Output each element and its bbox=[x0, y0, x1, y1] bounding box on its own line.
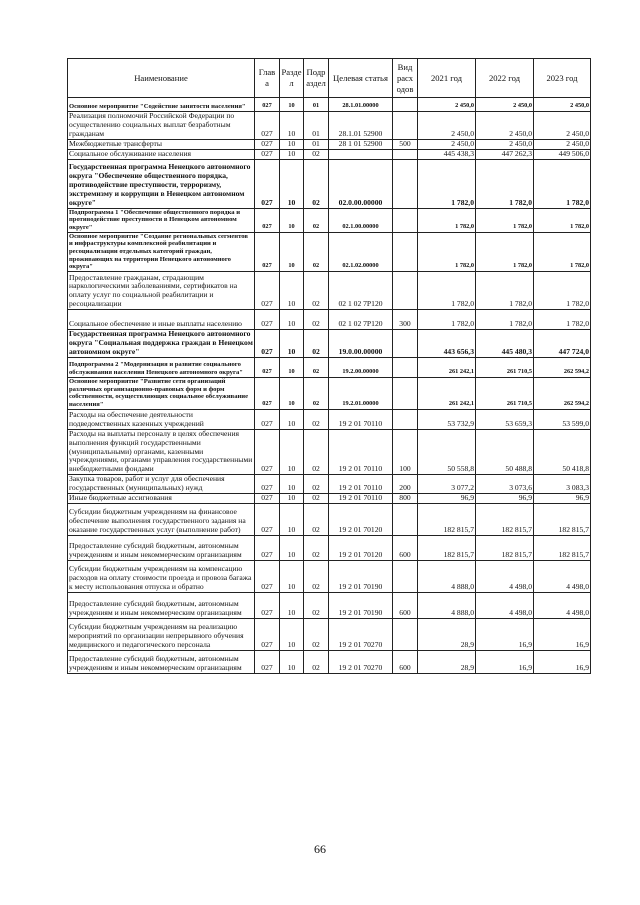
row-value-2023: 182 815,7 bbox=[534, 503, 591, 535]
table-row bbox=[68, 592, 591, 618]
row-section: 10 bbox=[280, 592, 304, 618]
row-target-article: 02.1.02.00000 bbox=[329, 232, 393, 272]
row-section: 10 bbox=[280, 330, 304, 358]
row-value-2021: 2 450,0 bbox=[418, 139, 476, 149]
row-value-2022: 96,9 bbox=[476, 494, 534, 504]
row-name: Социальное обеспечение и иные выплаты населению bbox=[68, 310, 255, 330]
row-value-2021: 182 815,7 bbox=[418, 535, 476, 560]
row-expense-type: 200 bbox=[393, 475, 418, 494]
header-expense-type: Вид расх одов bbox=[393, 59, 418, 98]
row-name: Основное мероприятие "Развитие сети организаций различных организационно-правовых форм и форм собственности, осуществляющих социальное обслуживание населения" bbox=[68, 377, 255, 409]
row-expense-type: 600 bbox=[393, 650, 418, 673]
table-row bbox=[68, 98, 591, 112]
row-chapter: 027 bbox=[255, 409, 280, 429]
row-target-article bbox=[329, 149, 393, 159]
row-subsection: 02 bbox=[304, 310, 329, 330]
row-subsection: 02 bbox=[304, 475, 329, 494]
row-chapter: 027 bbox=[255, 475, 280, 494]
row-name: Предоставление субсидий бюджетным, автономным учреждениям и иным некоммерческим организациям bbox=[68, 650, 255, 673]
row-chapter: 027 bbox=[255, 208, 280, 232]
row-section: 10 bbox=[280, 112, 304, 140]
row-value-2022: 53 659,3 bbox=[476, 409, 534, 429]
row-name: Государственная программа Ненецкого автономного округа "Обеспечение общественного порядка, противодействие преступности, терроризму, экстремизму и коррупции в Ненецком автономном округе" bbox=[68, 159, 255, 208]
row-name: Реализация полномочий Российской Федерации по осуществлению социальных выплат безработным гражданам bbox=[68, 112, 255, 140]
row-chapter: 027 bbox=[255, 232, 280, 272]
row-target-article: 19 2 01 70120 bbox=[329, 535, 393, 560]
row-section: 10 bbox=[280, 494, 304, 504]
row-subsection: 02 bbox=[304, 232, 329, 272]
row-expense-type bbox=[393, 232, 418, 272]
row-target-article: 19 2 01 70120 bbox=[329, 503, 393, 535]
row-expense-type bbox=[393, 377, 418, 409]
row-value-2023: 1 782,0 bbox=[534, 159, 591, 208]
row-value-2022: 182 815,7 bbox=[476, 535, 534, 560]
row-chapter: 027 bbox=[255, 112, 280, 140]
row-value-2021: 50 558,8 bbox=[418, 429, 476, 475]
row-value-2022: 1 782,0 bbox=[476, 159, 534, 208]
row-chapter: 027 bbox=[255, 592, 280, 618]
row-subsection: 02 bbox=[304, 503, 329, 535]
row-section: 10 bbox=[280, 232, 304, 272]
row-target-article: 19 2 01 70110 bbox=[329, 429, 393, 475]
table-row bbox=[68, 208, 591, 232]
row-value-2021: 2 450,0 bbox=[418, 98, 476, 112]
row-value-2021: 4 888,0 bbox=[418, 592, 476, 618]
row-chapter: 027 bbox=[255, 503, 280, 535]
row-expense-type: 300 bbox=[393, 310, 418, 330]
row-value-2023: 262 594,2 bbox=[534, 377, 591, 409]
row-name: Субсидии бюджетным учреждениям на финансовое обеспечение выполнения государственного задания на оказание государственных услуг (выполнение работ) bbox=[68, 503, 255, 535]
row-value-2022: 2 450,0 bbox=[476, 139, 534, 149]
table-row bbox=[68, 377, 591, 409]
row-target-article: 19.2.01.00000 bbox=[329, 377, 393, 409]
row-section: 10 bbox=[280, 409, 304, 429]
header-year-2023: 2023 год bbox=[534, 59, 591, 98]
row-subsection: 02 bbox=[304, 494, 329, 504]
row-expense-type bbox=[393, 272, 418, 310]
row-value-2023: 1 782,0 bbox=[534, 208, 591, 232]
row-name: Подпрограмма 1 "Обеспечение общественного порядка и противодействие преступности в Ненецком автономном округе" bbox=[68, 208, 255, 232]
row-value-2023: 182 815,7 bbox=[534, 535, 591, 560]
row-name: Расходы на выплаты персоналу в целях обеспечения выполнения функций государственными (муниципальными) органами, казенными учреждениями, органами управления государственными внебюджетными фондами bbox=[68, 429, 255, 475]
table-row bbox=[68, 429, 591, 475]
row-target-article: 19.2.00.00000 bbox=[329, 357, 393, 377]
row-expense-type: 800 bbox=[393, 494, 418, 504]
row-value-2022: 445 480,3 bbox=[476, 330, 534, 358]
row-expense-type bbox=[393, 208, 418, 232]
row-value-2023: 449 506,0 bbox=[534, 149, 591, 159]
row-value-2021: 1 782,0 bbox=[418, 159, 476, 208]
row-name: Основное мероприятие "Создание региональных сегментов и инфраструктуры комплексной реабилитации и ресоциализации отдельных категорий граждан, проживающих на территории Ненецкого автономного округа" bbox=[68, 232, 255, 272]
row-value-2022: 1 782,0 bbox=[476, 272, 534, 310]
row-value-2021: 4 888,0 bbox=[418, 560, 476, 592]
row-target-article: 19 2 01 70270 bbox=[329, 618, 393, 650]
row-chapter: 027 bbox=[255, 357, 280, 377]
row-value-2022: 2 450,0 bbox=[476, 98, 534, 112]
row-value-2021: 28,9 bbox=[418, 650, 476, 673]
row-section: 10 bbox=[280, 503, 304, 535]
row-name: Подпрограмма 2 "Модернизация и развитие социального обслуживания населения Ненецкого автономного округа" bbox=[68, 357, 255, 377]
row-name: Закупка товаров, работ и услуг для обеспечения государственных (муниципальных) нужд bbox=[68, 475, 255, 494]
row-value-2023: 96,9 bbox=[534, 494, 591, 504]
header-target-article: Целевая статья bbox=[329, 59, 393, 98]
row-value-2022: 4 498,0 bbox=[476, 592, 534, 618]
row-value-2023: 16,9 bbox=[534, 618, 591, 650]
row-value-2023: 53 599,0 bbox=[534, 409, 591, 429]
row-value-2023: 4 498,0 bbox=[534, 592, 591, 618]
row-subsection: 02 bbox=[304, 377, 329, 409]
header-subsection: Подр аздел bbox=[304, 59, 329, 98]
row-section: 10 bbox=[280, 98, 304, 112]
row-chapter: 027 bbox=[255, 535, 280, 560]
row-value-2023: 447 724,0 bbox=[534, 330, 591, 358]
row-section: 10 bbox=[280, 650, 304, 673]
table-row bbox=[68, 503, 591, 535]
row-value-2023: 16,9 bbox=[534, 650, 591, 673]
row-target-article: 19 2 01 70110 bbox=[329, 494, 393, 504]
row-chapter: 027 bbox=[255, 494, 280, 504]
row-expense-type: 500 bbox=[393, 139, 418, 149]
budget-table bbox=[67, 58, 591, 674]
row-target-article: 19.0.00.00000 bbox=[329, 330, 393, 358]
table-row bbox=[68, 650, 591, 673]
row-subsection: 01 bbox=[304, 112, 329, 140]
row-value-2021: 2 450,0 bbox=[418, 112, 476, 140]
row-target-article: 02.0.00.00000 bbox=[329, 159, 393, 208]
row-section: 10 bbox=[280, 618, 304, 650]
row-subsection: 02 bbox=[304, 330, 329, 358]
row-subsection: 02 bbox=[304, 429, 329, 475]
table-row bbox=[68, 475, 591, 494]
row-chapter: 027 bbox=[255, 650, 280, 673]
table-row bbox=[68, 149, 591, 159]
row-chapter: 027 bbox=[255, 159, 280, 208]
row-value-2021: 1 782,0 bbox=[418, 272, 476, 310]
row-target-article: 02 1 02 7Р120 bbox=[329, 310, 393, 330]
row-subsection: 02 bbox=[304, 650, 329, 673]
row-expense-type bbox=[393, 112, 418, 140]
table-row bbox=[68, 159, 591, 208]
row-section: 10 bbox=[280, 159, 304, 208]
row-subsection: 02 bbox=[304, 592, 329, 618]
row-chapter: 027 bbox=[255, 618, 280, 650]
row-expense-type bbox=[393, 98, 418, 112]
row-name: Иные бюджетные ассигнования bbox=[68, 494, 255, 504]
row-value-2021: 443 656,3 bbox=[418, 330, 476, 358]
row-value-2022: 182 815,7 bbox=[476, 503, 534, 535]
row-value-2021: 96,9 bbox=[418, 494, 476, 504]
row-value-2023: 1 782,0 bbox=[534, 232, 591, 272]
header-year-2022: 2022 год bbox=[476, 59, 534, 98]
row-section: 10 bbox=[280, 149, 304, 159]
row-name: Государственная программа Ненецкого автономного округа "Социальная поддержка граждан в Ненецком автономном округе" bbox=[69, 329, 253, 356]
row-target-article: 28.1.01 52900 bbox=[329, 112, 393, 140]
row-subsection: 02 bbox=[304, 560, 329, 592]
row-section: 10 bbox=[280, 429, 304, 475]
row-name: Предоставление гражданам, страдающим наркологическими заболеваниями, сертификатов на оплату услуг по социальной реабилитации и ресоциализации bbox=[68, 272, 255, 310]
row-section: 10 bbox=[280, 475, 304, 494]
row-name: Социальное обслуживание населения bbox=[68, 149, 255, 159]
table-row bbox=[68, 272, 591, 310]
row-target-article: 28.1.01.00000 bbox=[329, 98, 393, 112]
row-target-article: 19 2 01 70110 bbox=[329, 475, 393, 494]
table-row bbox=[68, 535, 591, 560]
row-value-2021: 1 782,0 bbox=[418, 208, 476, 232]
table-row bbox=[68, 112, 591, 140]
row-name: Расходы на обеспечение деятельности подведомственных казенных учреждений bbox=[68, 409, 255, 429]
page-number: 66 bbox=[314, 842, 326, 856]
header-name: Наименование bbox=[68, 59, 255, 98]
row-expense-type bbox=[393, 330, 418, 358]
table-row bbox=[68, 618, 591, 650]
row-value-2023: 1 782,0 bbox=[534, 310, 591, 330]
row-chapter: 027 bbox=[255, 330, 280, 358]
row-expense-type bbox=[393, 560, 418, 592]
row-value-2023: 3 083,3 bbox=[534, 475, 591, 494]
row-value-2022: 1 782,0 bbox=[476, 310, 534, 330]
row-chapter: 027 bbox=[255, 139, 280, 149]
row-value-2023: 2 450,0 bbox=[534, 98, 591, 112]
row-value-2021: 445 438,3 bbox=[418, 149, 476, 159]
row-expense-type: 600 bbox=[393, 592, 418, 618]
row-subsection: 02 bbox=[304, 159, 329, 208]
row-value-2021: 261 242,1 bbox=[418, 357, 476, 377]
row-value-2021: 53 732,9 bbox=[418, 409, 476, 429]
table-row bbox=[68, 139, 591, 149]
row-section: 10 bbox=[280, 208, 304, 232]
row-chapter: 027 bbox=[255, 560, 280, 592]
row-name: Субсидии бюджетным учреждениям на реализацию мероприятий по организации непрерывного обучения медицинского и педагогического персонала bbox=[68, 618, 255, 650]
row-value-2023: 2 450,0 bbox=[534, 112, 591, 140]
row-subsection: 02 bbox=[304, 618, 329, 650]
row-chapter: 027 bbox=[255, 272, 280, 310]
row-section: 10 bbox=[280, 310, 304, 330]
header-chapter: Глав а bbox=[255, 59, 280, 98]
row-section: 10 bbox=[280, 560, 304, 592]
row-target-article: 19 2 01 70110 bbox=[329, 409, 393, 429]
table-header-row bbox=[68, 59, 591, 98]
row-section: 10 bbox=[280, 377, 304, 409]
table-row bbox=[68, 330, 591, 358]
row-chapter: 027 bbox=[255, 310, 280, 330]
row-subsection: 02 bbox=[304, 149, 329, 159]
row-subsection: 01 bbox=[304, 139, 329, 149]
row-value-2021: 1 782,0 bbox=[418, 310, 476, 330]
row-name: Субсидии бюджетным учреждениям на компенсацию расходов на оплату стоимости проезда и провоза багажа к месту использования отпуска и обратно bbox=[68, 560, 255, 592]
row-section: 10 bbox=[280, 535, 304, 560]
row-chapter: 027 bbox=[255, 429, 280, 475]
row-value-2022: 16,9 bbox=[476, 650, 534, 673]
row-value-2022: 1 782,0 bbox=[476, 208, 534, 232]
row-target-article: 02.1.00.00000 bbox=[329, 208, 393, 232]
table-body bbox=[68, 98, 591, 674]
row-subsection: 02 bbox=[304, 272, 329, 310]
row-chapter: 027 bbox=[255, 377, 280, 409]
row-expense-type bbox=[393, 503, 418, 535]
row-expense-type bbox=[393, 149, 418, 159]
row-subsection: 02 bbox=[304, 535, 329, 560]
row-target-article: 19 2 01 70190 bbox=[329, 560, 393, 592]
row-name: Предоставление субсидий бюджетным, автономным учреждениям и иным некоммерческим организациям bbox=[68, 535, 255, 560]
row-name: Предоставление субсидий бюджетным, автономным учреждениям и иным некоммерческим организациям bbox=[68, 592, 255, 618]
table-row bbox=[68, 232, 591, 272]
row-value-2022: 1 782,0 bbox=[476, 232, 534, 272]
row-value-2021: 182 815,7 bbox=[418, 503, 476, 535]
table-row bbox=[68, 310, 591, 330]
row-value-2022: 3 073,6 bbox=[476, 475, 534, 494]
table-row bbox=[68, 409, 591, 429]
row-section: 10 bbox=[280, 272, 304, 310]
row-expense-type: 600 bbox=[393, 535, 418, 560]
row-value-2022: 261 710,5 bbox=[476, 377, 534, 409]
row-value-2022: 261 710,5 bbox=[476, 357, 534, 377]
table-row bbox=[68, 560, 591, 592]
row-expense-type: 100 bbox=[393, 429, 418, 475]
row-subsection: 02 bbox=[304, 357, 329, 377]
row-section: 10 bbox=[280, 357, 304, 377]
row-chapter: 027 bbox=[255, 149, 280, 159]
row-expense-type bbox=[393, 618, 418, 650]
row-target-article: 28 1 01 52900 bbox=[329, 139, 393, 149]
row-name: Основное мероприятие "Содействие занятости населения" bbox=[68, 98, 255, 112]
row-value-2023: 4 498,0 bbox=[534, 560, 591, 592]
row-value-2023: 1 782,0 bbox=[534, 272, 591, 310]
row-expense-type bbox=[393, 409, 418, 429]
row-chapter: 027 bbox=[255, 98, 280, 112]
row-subsection: 02 bbox=[304, 409, 329, 429]
row-expense-type bbox=[393, 159, 418, 208]
row-value-2023: 262 594,2 bbox=[534, 357, 591, 377]
row-value-2022: 2 450,0 bbox=[476, 112, 534, 140]
row-value-2022: 447 262,3 bbox=[476, 149, 534, 159]
header-section: Разде л bbox=[280, 59, 304, 98]
row-value-2021: 1 782,0 bbox=[418, 232, 476, 272]
row-value-2022: 50 488,8 bbox=[476, 429, 534, 475]
table-row bbox=[68, 494, 591, 504]
row-value-2021: 3 077,2 bbox=[418, 475, 476, 494]
header-year-2021: 2021 год bbox=[418, 59, 476, 98]
row-subsection: 02 bbox=[304, 208, 329, 232]
row-value-2023: 50 418,8 bbox=[534, 429, 591, 475]
row-value-2022: 16,9 bbox=[476, 618, 534, 650]
row-value-2021: 28,9 bbox=[418, 618, 476, 650]
row-target-article: 19 2 01 70270 bbox=[329, 650, 393, 673]
row-target-article: 19 2 01 70190 bbox=[329, 592, 393, 618]
row-subsection: 01 bbox=[304, 98, 329, 112]
row-value-2023: 2 450,0 bbox=[534, 139, 591, 149]
row-section: 10 bbox=[280, 139, 304, 149]
row-target-article: 02 1 02 7Р120 bbox=[329, 272, 393, 310]
row-name: Межбюджетные трансферты bbox=[68, 139, 255, 149]
row-value-2021: 261 242,1 bbox=[418, 377, 476, 409]
row-expense-type bbox=[393, 357, 418, 377]
table-row bbox=[68, 357, 591, 377]
row-value-2022: 4 498,0 bbox=[476, 560, 534, 592]
